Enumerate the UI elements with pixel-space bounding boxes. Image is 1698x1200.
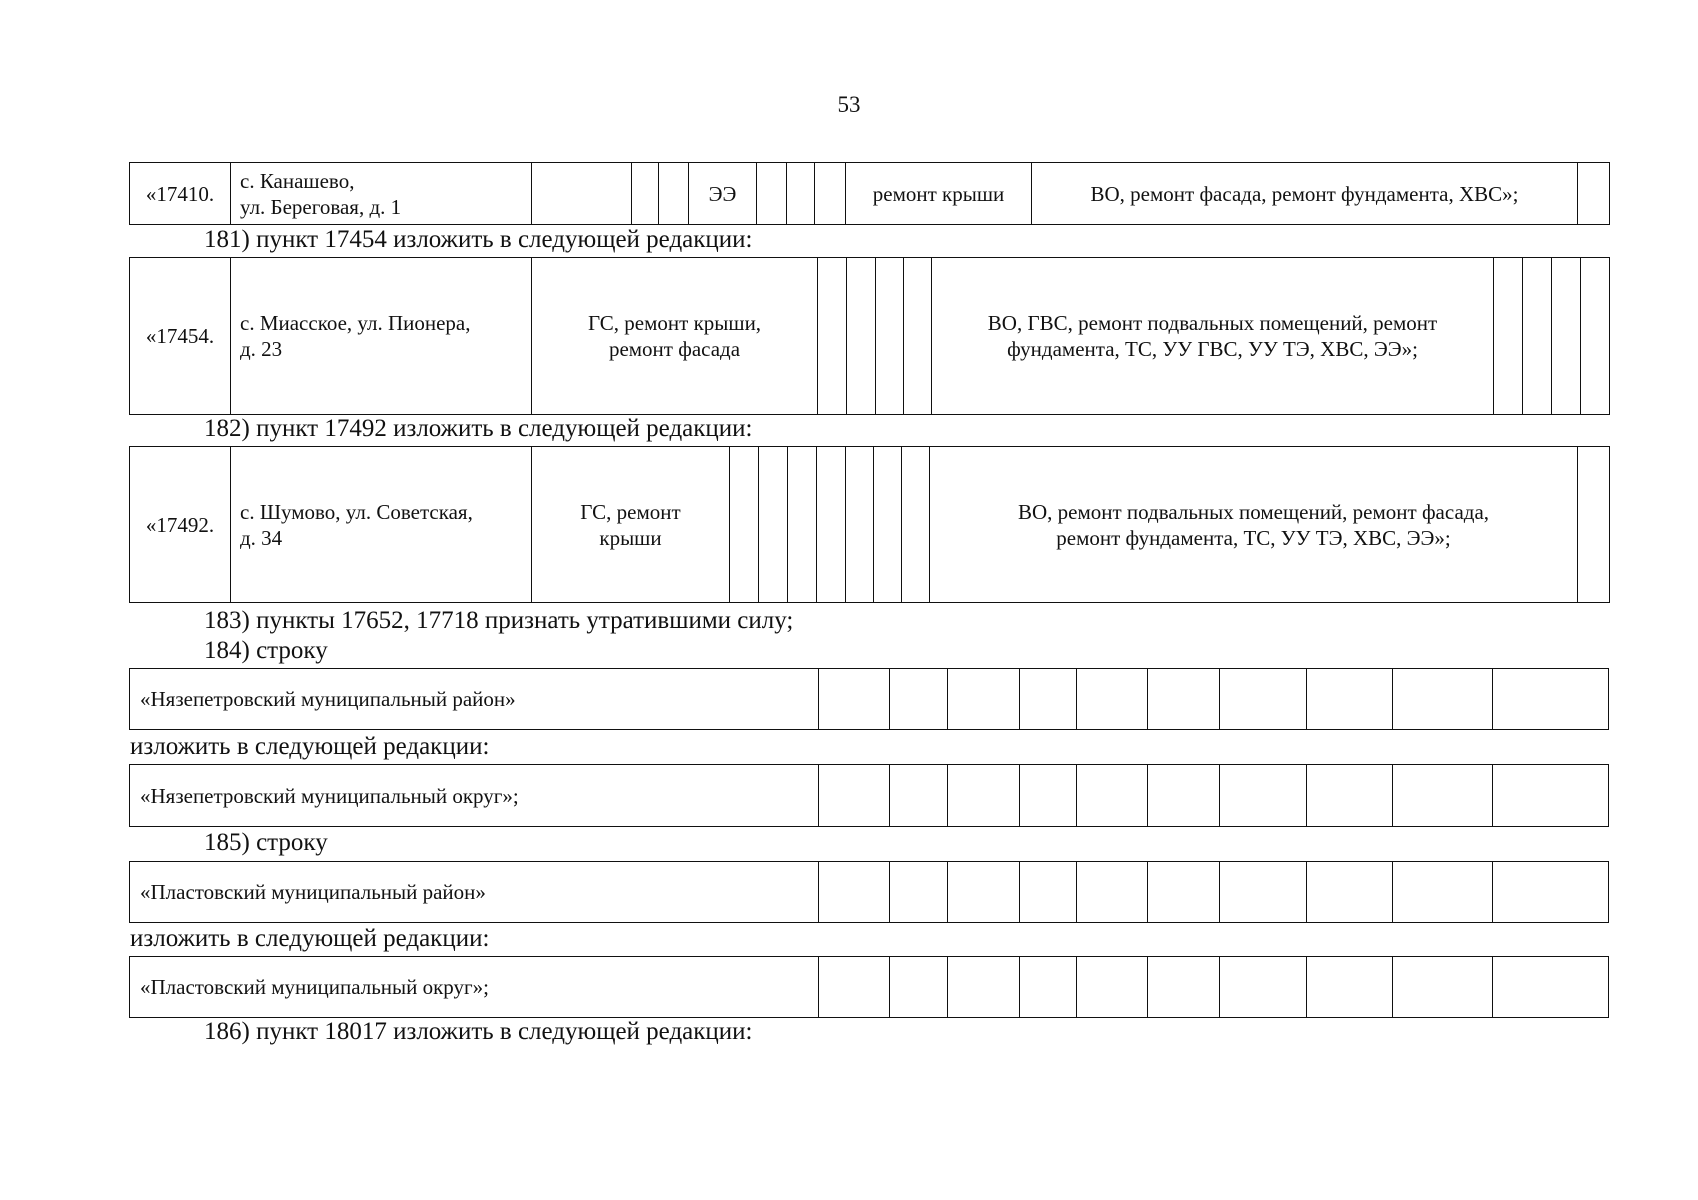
empty-cell [1493, 669, 1609, 730]
empty-cell [890, 669, 948, 730]
empty-cell [1393, 957, 1493, 1018]
empty-cell [890, 862, 948, 923]
empty-cell [1148, 957, 1220, 1018]
empty-cell [890, 957, 948, 1018]
other-works-line-2: ремонт фундамента, ТС, УУ ТЭ, ХВС, ЭЭ»; [1056, 525, 1451, 550]
empty-cell [1220, 765, 1307, 827]
row-plastovsky-old [129, 861, 1609, 923]
row-plastovsky-new [129, 956, 1609, 1018]
paragraph-182: 182) пункт 17492 изложить в следующей редакции: [204, 415, 753, 442]
paragraph-edit-2: изложить в следующей редакции: [130, 925, 490, 952]
empty-cell [788, 447, 817, 603]
address-line-2: ул. Береговая, д. 1 [240, 194, 402, 219]
empty-cell [1523, 258, 1552, 415]
empty-cell [818, 258, 847, 415]
works-cell [532, 447, 730, 603]
empty-cell [948, 957, 1020, 1018]
empty-cell [1493, 862, 1609, 923]
empty-cell [904, 258, 932, 415]
empty-cell [874, 447, 902, 603]
empty-cell [1020, 862, 1077, 923]
empty-cell [1077, 957, 1148, 1018]
works-cell [532, 258, 818, 415]
other-works-line-1: ВО, ГВС, ремонт подвальных помещений, ремонт [987, 311, 1438, 335]
empty-cell [948, 765, 1020, 827]
empty-cell [1077, 765, 1148, 827]
empty-cell [819, 765, 890, 827]
address-cell [231, 447, 532, 603]
page-number: 53 [837, 92, 861, 117]
empty-cell [1493, 765, 1609, 827]
empty-cell [1393, 669, 1493, 730]
ee-cell: ЭЭ [689, 163, 757, 225]
empty-cell [759, 447, 788, 603]
address-cell [231, 163, 532, 225]
row-label: «Нязепетровский муниципальный район» [130, 669, 819, 730]
empty-cell [1393, 862, 1493, 923]
item-number: «17454. [130, 258, 231, 415]
empty-cell [1578, 447, 1610, 603]
empty-cell [787, 163, 815, 225]
empty-cell [1393, 765, 1493, 827]
empty-cell [1307, 862, 1393, 923]
address-line-1: с. Шумово, ул. Советская, [240, 499, 473, 524]
other-works-cell: ВО, ремонт фасада, ремонт фундамента, ХВС»; [1032, 163, 1578, 225]
address-line-1: с. Канашево, [240, 168, 355, 193]
empty-cell [846, 447, 874, 603]
empty-cell [1493, 957, 1609, 1018]
empty-cell [819, 862, 890, 923]
paragraph-181: 181) пункт 17454 изложить в следующей редакции: [204, 226, 753, 253]
empty-cell [847, 258, 876, 415]
empty-cell [1578, 163, 1610, 225]
empty-cell [1220, 862, 1307, 923]
empty-cell [757, 163, 787, 225]
item-number: «17410. [130, 163, 231, 225]
table-item-17492 [129, 446, 1610, 603]
row-label: «Пластовский муниципальный округ»; [130, 957, 819, 1018]
paragraph-186: 186) пункт 18017 изложить в следующей редакции: [204, 1018, 753, 1045]
empty-cell [1494, 258, 1523, 415]
empty-cell [890, 765, 948, 827]
address-line-2: д. 23 [240, 337, 283, 361]
empty-cell [1020, 765, 1077, 827]
paragraph-184: 184) строку [204, 637, 328, 664]
paragraph-edit-1: изложить в следующей редакции: [130, 733, 490, 760]
empty-cell [819, 957, 890, 1018]
row-label: «Пластовский муниципальный район» [130, 862, 819, 923]
empty-cell [948, 862, 1020, 923]
empty-cell [819, 669, 890, 730]
empty-cell [1220, 669, 1307, 730]
works-line-2: ремонт фасада [608, 337, 741, 361]
works-line-1: ГС, ремонт крыши, [587, 311, 762, 335]
empty-cell [948, 669, 1020, 730]
empty-cell [876, 258, 904, 415]
empty-cell [632, 163, 659, 225]
works-line-1: ГС, ремонт [580, 499, 681, 524]
empty-cell [1148, 765, 1220, 827]
other-works-cell [932, 258, 1494, 415]
repair-cell: ремонт крыши [846, 163, 1032, 225]
item-number: «17492. [130, 447, 231, 603]
other-works-cell [930, 447, 1578, 603]
paragraph-183: 183) пункты 17652, 17718 признать утратившими силу; [204, 607, 794, 634]
empty-cell [1307, 765, 1393, 827]
empty-cell [730, 447, 759, 603]
table-item-17410 [129, 162, 1610, 225]
empty-cell [1220, 957, 1307, 1018]
empty-cell [815, 163, 846, 225]
empty-cell [1077, 862, 1148, 923]
other-works-line-1: ВО, ремонт подвальных помещений, ремонт фасада, [1017, 499, 1490, 524]
address-line-2: д. 34 [240, 525, 283, 550]
works-line-2: крыши [599, 525, 662, 550]
empty-cell [1077, 669, 1148, 730]
empty-cell [659, 163, 689, 225]
empty-cell [1020, 669, 1077, 730]
empty-cell [1581, 258, 1610, 415]
row-label: «Нязепетровский муниципальный округ»; [130, 765, 819, 827]
empty-cell [1148, 669, 1220, 730]
address-cell [231, 258, 532, 415]
table-item-17454 [129, 257, 1610, 415]
empty-cell [1307, 669, 1393, 730]
empty-cell [1307, 957, 1393, 1018]
other-works-line-2: фундамента, ТС, УУ ГВС, УУ ТЭ, ХВС, ЭЭ»; [1007, 337, 1418, 361]
empty-cell [1552, 258, 1581, 415]
address-line-1: с. Миасское, ул. Пионера, [240, 311, 471, 335]
row-nyazepetrovsky-new [129, 764, 1609, 827]
empty-cell [1020, 957, 1077, 1018]
empty-cell [1148, 862, 1220, 923]
empty-cell [902, 447, 930, 603]
empty-cell [817, 447, 846, 603]
empty-cell [532, 163, 632, 225]
paragraph-185: 185) строку [204, 829, 328, 856]
row-nyazepetrovsky-old [129, 668, 1609, 730]
